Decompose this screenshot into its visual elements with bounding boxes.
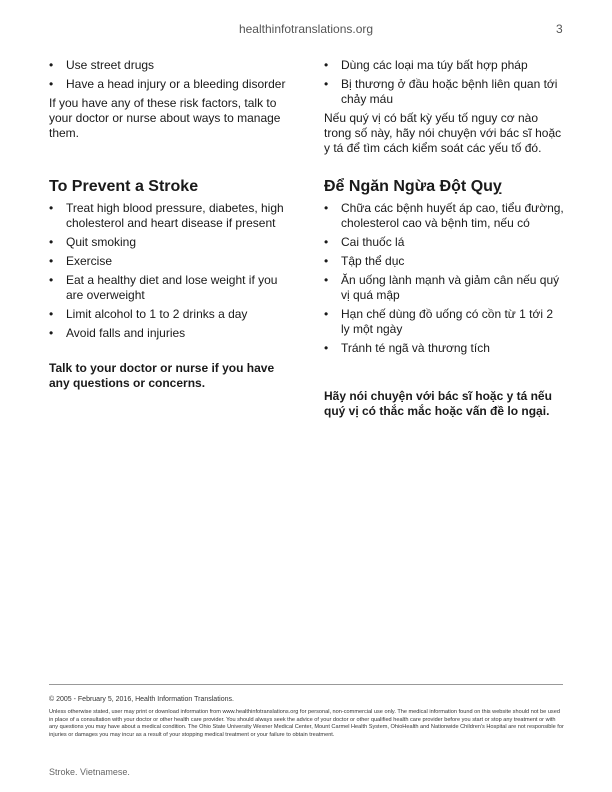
list-item: • Quit smoking — [49, 235, 137, 249]
list-item: • Treat high blood pressure, diabetes, high cholesterol and heart disease if present — [49, 201, 284, 230]
list-item: • Bị thương ở đầu hoặc bệnh liên quan tới chảy máu — [324, 77, 558, 106]
english-prevent-section — [49, 177, 294, 345]
vietnamese-risk-list — [324, 58, 564, 107]
page-number: 3 — [556, 22, 563, 36]
bullet-icon: • — [49, 254, 54, 268]
list-item: • Use street drugs — [49, 58, 155, 72]
vietnamese-prevent-heading: Để Ngăn Ngừa Đột Quỵ — [324, 178, 502, 195]
bullet-icon: • — [324, 77, 329, 91]
bullet-icon: • — [49, 273, 54, 287]
list-item: • Tránh té ngã và thương tích — [324, 341, 490, 355]
list-item: • Have a head injury or a bleeding disorder — [49, 77, 286, 91]
bullet-icon: • — [324, 201, 329, 215]
list-item: • Eat a healthy diet and lose weight if you are overweight — [49, 273, 278, 302]
bullet-icon: • — [49, 201, 54, 215]
bullet-icon: • — [324, 307, 329, 321]
english-prevent-list — [49, 201, 294, 341]
bullet-icon: • — [49, 58, 54, 72]
english-closing-note: Talk to your doctor or nurse if you have any questions or concerns. — [49, 361, 275, 390]
vietnamese-prevent-list — [324, 201, 564, 356]
list-item: • Chữa các bệnh huyết áp cao, tiểu đường, cholesterol cao và bệnh tim, nếu có — [324, 201, 564, 230]
header-site-url: healthinfotranslations.org — [238, 22, 374, 36]
english-risk-paragraph: If you have any of these risk factors, talk to your doctor or nurse about ways to manage them. — [49, 96, 281, 140]
list-item: • Hạn chế dùng đồ uống có cồn từ 1 tới 2 ly một ngày — [324, 307, 554, 336]
english-risk-list — [49, 58, 294, 92]
footer-document-label: Stroke. Vietnamese. — [49, 767, 130, 777]
bullet-icon: • — [324, 254, 329, 268]
list-item: • Exercise — [49, 254, 113, 268]
list-item: • Cai thuốc lá — [324, 235, 405, 249]
bullet-icon: • — [324, 58, 329, 72]
bullet-icon: • — [49, 77, 54, 91]
vietnamese-risk-paragraph: Nếu quý vị có bất kỳ yếu tố nguy cơ nào trong số này, hãy nói chuyện với bác sĩ hoặc y tá để tìm cách kiểm soát các yếu tố đó. — [324, 111, 562, 155]
english-prevent-heading: To Prevent a Stroke — [49, 178, 199, 195]
list-item: • Dùng các loại ma túy bất hợp pháp — [324, 58, 528, 72]
bullet-icon: • — [324, 341, 329, 355]
list-item: • Tập thể dục — [324, 254, 405, 268]
list-item: • Limit alcohol to 1 to 2 drinks a day — [49, 307, 248, 321]
list-item: • Ăn uống lành mạnh và giảm cân nếu quý vị quá mập — [324, 273, 560, 302]
vietnamese-prevent-section — [324, 177, 564, 360]
vietnamese-closing-note: Hãy nói chuyện với bác sĩ hoặc y tá nếu quý vị có thắc mắc hoặc vấn đề lo ngại. — [324, 389, 552, 418]
english-risk-section — [49, 58, 294, 141]
bullet-icon: • — [49, 326, 54, 340]
bullet-icon: • — [49, 307, 54, 321]
bullet-icon: • — [324, 235, 329, 249]
bullet-icon: • — [324, 273, 329, 287]
list-item: • Avoid falls and injuries — [49, 326, 186, 340]
footer-copyright: © 2005 - February 5, 2016, Health Information Translations. — [49, 696, 234, 703]
footer-divider — [49, 684, 563, 685]
vietnamese-risk-section — [324, 58, 564, 156]
footer-disclaimer: Unless otherwise stated, user may print or download information from www.healthinfotranslations.org for personal, non-commercial use only. The medical information found on this website should not be used in place of a consultation with your doctor or other health care provider. You should always seek the advice of your doctor or other qualified health care provider before you start or stop any treatment or with any questions you may have about a medical condition. The Ohio State University Wexner Medical Center, Mount Carmel Health System, OhioHealth and Nationwide Children's Hospital are not responsible for injuries or damages you may incur as a result of your stopping medical treatment or your failure to obtain treatment. — [49, 709, 564, 738]
bullet-icon: • — [49, 235, 54, 249]
